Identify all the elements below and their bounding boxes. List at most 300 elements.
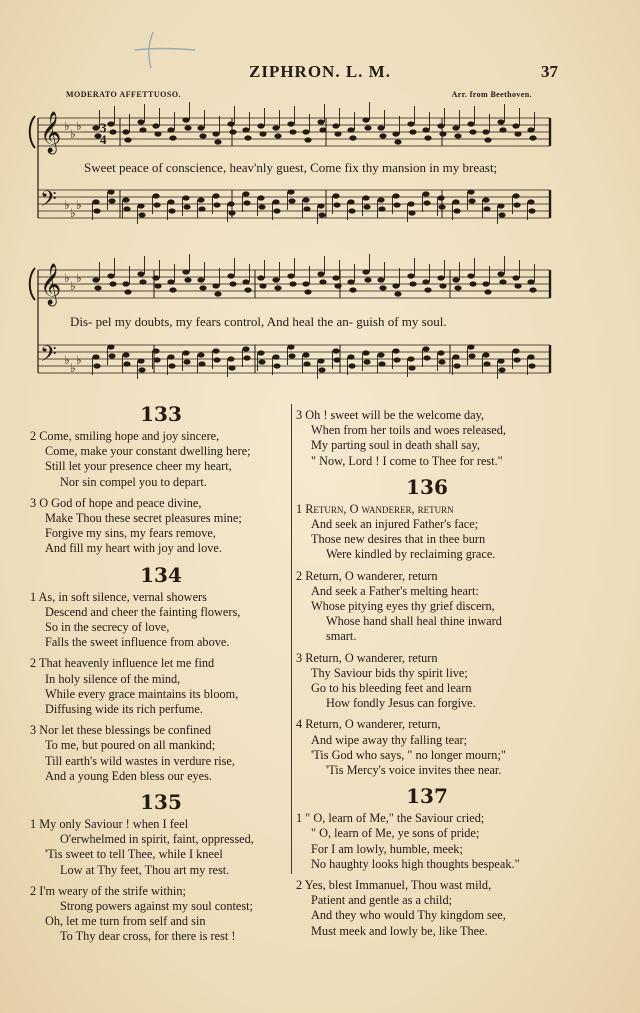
note-head [289,281,296,286]
stanza [296,408,558,469]
stanza [296,878,558,939]
note-head [529,135,536,140]
note-head [137,119,144,124]
page-number: 37 [541,62,558,81]
note-head [184,277,191,282]
verse-line: My parting soul in death shall say, [311,438,480,453]
note-head [394,139,401,144]
note-head [287,273,294,278]
note-head [378,206,385,211]
note-head [363,359,370,364]
verse-line: 1 My only Saviour ! when I feel [30,817,189,832]
verse-line: Oh, let me turn from self and sin [45,914,206,929]
stanza [30,656,292,717]
verse-line: Diffusing wide its rich perfume. [45,702,203,717]
note-head [124,289,131,294]
note-head [272,354,279,359]
note-head [317,358,324,363]
note-head [408,210,415,215]
flat-sign: ♭ [64,119,70,133]
verse-line: And a young Eden bless our eyes. [45,768,212,783]
note-head [303,206,310,211]
note-head [394,291,401,296]
note-head [317,271,324,276]
stanza [296,811,558,872]
note-head [108,353,115,358]
verse-line: 'Tis God who says, " no longer mourn;" [311,747,506,762]
note-head [122,197,129,202]
verse-line: 1 Return, O wanderer, return [296,501,454,516]
verse-line: 3 Return, O wanderer, return [296,650,438,665]
verse-line: 2 Return, O wanderer, return [296,568,438,583]
note-head [512,123,519,128]
stanza [30,429,292,490]
note-head [497,119,504,124]
note-head [513,202,520,207]
note-head [379,133,386,138]
note-head [469,129,476,134]
verse-line: For I am lowly, humble, meek; [311,841,463,856]
note-head [197,277,204,282]
hymn-number: 133 [140,402,182,426]
note-head [228,365,235,370]
note-head [302,197,309,202]
note-head [228,210,235,215]
note-head [302,281,309,286]
note-head [257,275,264,280]
verse-line: And seek a Father's melting heart: [311,583,479,598]
note-head [317,203,324,208]
note-head [512,193,519,198]
note-head [467,344,474,349]
note-head [139,127,146,132]
note-head [182,117,189,122]
note-head [167,127,174,132]
note-head [182,350,189,355]
verse-line: 4 Return, O wanderer, return, [296,717,441,732]
note-head [92,277,99,282]
note-head [212,131,219,136]
note-head [138,212,145,217]
verse-line: Were kindled by reclaiming grace. [326,547,496,562]
note-head [123,206,130,211]
hymn-column-right [296,408,558,945]
hymn-column-left [30,400,292,951]
lyrics-line-1: Sweet peace of conscience, heav'nly guest, Come fix thy mansion in my breast; [84,160,498,175]
verse-line: 2 Yes, blest Immanuel, Thou wast mild, [296,878,492,893]
note-head [347,199,354,204]
note-head [333,357,340,362]
note-head [422,279,429,284]
note-head [333,202,340,207]
brace [30,116,35,148]
note-head [484,289,491,294]
verse-line: smart. [326,629,357,644]
note-head [437,123,444,128]
note-head [437,195,444,200]
note-head [467,121,474,126]
note-head [528,208,535,213]
note-head [468,353,475,358]
note-head [482,197,489,202]
verse-line: Must meek and lowly be, like Thee. [311,923,488,938]
verse-line: Whose pitying eyes thy grief discern, [311,599,495,614]
note-head [287,344,294,349]
note-head [288,198,295,203]
note-head [242,127,249,132]
note-head [257,123,264,128]
note-head [199,133,206,138]
note-head [272,199,279,204]
note-head [424,287,431,292]
note-head [152,275,159,280]
note-head [407,121,414,126]
arranger-credit: Arr. from Beethoven. [451,90,532,99]
note-head [154,283,161,288]
note-head [182,269,189,274]
note-head [139,279,146,284]
note-head [168,208,175,213]
note-head [348,208,355,213]
note-head [393,357,400,362]
flat-sign: ♭ [64,271,70,285]
note-head [334,283,341,288]
flat-sign: ♭ [76,353,82,367]
verse-line: When from her toils and woes released, [311,423,506,438]
note-head [407,273,414,278]
verse-line: No haughty looks high thoughts bespeak." [311,856,520,871]
time-signature: 4 [100,132,107,147]
flat-sign: ♭ [70,206,76,220]
flat-sign: ♭ [76,271,82,285]
note-head [497,358,504,363]
note-head [259,283,266,288]
note-head [422,191,429,196]
verse-line: Forgive my sins, my fears remove, [45,526,216,541]
note-head [274,133,281,138]
note-head [364,277,371,282]
note-head [138,367,145,372]
note-head [362,117,369,122]
verse-line: 3 Nor let these blessings be confined [30,723,211,738]
note-head [393,202,400,207]
note-head [334,131,341,136]
time-signature: 3 [100,120,107,135]
note-head [452,125,459,130]
note-head [153,202,160,207]
note-head [258,204,265,209]
note-head [242,279,249,284]
note-head [467,189,474,194]
stanza [30,723,292,784]
flat-sign: ♭ [76,119,82,133]
note-head [94,285,101,290]
flat-sign: ♭ [64,198,70,212]
note-head [93,208,100,213]
verse-line: Whose hand shall heal thine inward [326,614,502,629]
flat-sign: ♭ [70,279,76,293]
note-head [227,356,234,361]
note-head [332,193,339,198]
note-head [319,279,326,284]
note-head [168,363,175,368]
note-head [482,129,489,134]
note-head [363,204,370,209]
note-head [527,127,534,132]
hymn-number: 134 [140,562,182,587]
note-head [498,212,505,217]
note-head [377,197,384,202]
note-head [332,275,339,280]
verse-line: O'erwhelmed in spirit, faint, oppressed, [60,832,254,847]
note-head [169,287,176,292]
note-head [348,363,355,368]
note-head [423,355,430,360]
note-head [528,363,535,368]
note-head [257,350,264,355]
stanza [30,884,292,945]
stanza [296,502,558,563]
note-head [439,283,446,288]
stanza [30,496,292,557]
note-head [273,363,280,368]
note-head [199,285,206,290]
note-head [318,212,325,217]
flat-sign: ♭ [70,361,76,375]
verse-line: And seek an injured Father's face; [311,517,479,532]
note-head [438,359,445,364]
note-head [409,281,416,286]
tempo-marking: MODERATO AFFETTUOSO. [66,90,182,99]
note-head [318,367,325,372]
note-head [347,127,354,132]
verse-line: 2 Come, smiling hope and joy sincere, [30,429,220,443]
note-head [377,277,384,282]
note-head [198,361,205,366]
flat-sign: ♭ [70,127,76,141]
hymn-137 [296,784,558,939]
note-head [137,358,144,363]
note-head [377,125,384,130]
note-head [304,289,311,294]
note-head [347,354,354,359]
note-head [244,135,251,140]
note-head [287,121,294,126]
note-head [289,129,296,134]
verse-line: 3 O God of hope and peace divine, [30,495,202,510]
note-head [378,361,385,366]
verse-line: 1 " O, learn of Me," the Saviour cried; [296,811,485,826]
note-head [362,269,369,274]
verse-line: Thy Saviour bids thy spirit live; [311,665,468,680]
note-head [124,137,131,142]
verse-line: 1 As, in soft silence, vernal showers [30,589,207,604]
note-head [317,119,324,124]
verse-line: Go to his bleeding feet and learn [311,681,472,696]
note-head [392,131,399,136]
verse-line: 3 Oh ! sweet will be the welcome day, [296,408,485,422]
note-head [453,208,460,213]
note-head [497,203,504,208]
verse-line: While every grace maintains its bloom, [45,686,239,701]
note-head [152,193,159,198]
note-head [107,344,114,349]
note-head [229,129,236,134]
verse-line: And they who would Thy kingdom see, [311,908,506,923]
hymn-135 [30,790,292,945]
note-head [437,350,444,355]
note-head [392,348,399,353]
stanza [30,590,292,651]
verse-line: In holy silence of the mind, [45,671,181,686]
hymn-number: 135 [140,790,182,815]
verse-line: Still let your presence cheer my heart, [45,459,232,474]
note-head [362,350,369,355]
note-head [167,279,174,284]
note-head [453,363,460,368]
verse-line: To me, but poured on all mankind; [45,738,216,753]
note-head [242,191,249,196]
note-head [527,354,534,359]
note-head [213,202,220,207]
note-head [167,199,174,204]
note-head [379,285,386,290]
verse-line: 2 I'm weary of the strife within; [30,883,186,898]
note-head [184,125,191,130]
note-head [109,129,116,134]
note-head [107,273,114,278]
stanza [296,651,558,712]
note-head [214,139,221,144]
note-head [408,365,415,370]
verse-line: " O, learn of Me, ye sons of pride; [311,826,480,841]
note-head [288,353,295,358]
note-head [438,204,445,209]
note-head [152,123,159,128]
note-head [259,131,266,136]
note-head [467,273,474,278]
note-head [529,287,536,292]
hymn-134 [30,563,292,784]
verse-line: 'Tis sweet to tell Thee, while I kneel [45,847,223,862]
note-head [123,361,130,366]
verse-line: And fill my heart with joy and love. [45,541,222,556]
note-head [422,346,429,351]
note-head [182,195,189,200]
note-head [452,199,459,204]
note-head [197,352,204,357]
note-head [93,363,100,368]
verse-line: Till earth's wild wastes in verdure rise, [45,753,235,768]
bass-clef: 𝄢 [40,342,57,372]
note-head [422,127,429,132]
note-head [483,206,490,211]
note-head [452,277,459,282]
note-head [107,189,114,194]
note-head [409,129,416,134]
note-head [362,195,369,200]
note-head [512,275,519,280]
lyrics-line-2: Dis- pel my doubts, my fears control, And heal the an- guish of my soul. [70,314,447,329]
note-head [423,200,430,205]
note-head [154,131,161,136]
hymn-136 [296,475,558,778]
stanza [30,817,292,878]
note-head [482,281,489,286]
note-head [484,137,491,142]
note-head [108,198,115,203]
hymn-133 [30,402,292,557]
note-head [407,356,414,361]
note-head [407,201,414,206]
note-head [527,279,534,284]
note-head [512,348,519,353]
note-head [212,348,219,353]
note-head [197,197,204,202]
stanza [296,717,558,778]
note-head [349,287,356,292]
note-head [212,283,219,288]
note-head [364,125,371,130]
note-head [198,206,205,211]
note-head [167,354,174,359]
note-head [243,200,250,205]
note-head [92,199,99,204]
note-head [424,135,431,140]
note-head [349,135,356,140]
verse-line: Come, make your constant dwelling here; [45,444,251,459]
hymn-number: 137 [406,784,448,809]
bass-clef: 𝄢 [40,187,57,217]
note-head [257,195,264,200]
note-head [347,279,354,284]
note-head [258,359,265,364]
note-head [272,125,279,130]
note-head [274,285,281,290]
verse-line: To Thy dear cross, for there is rest ! [60,929,236,944]
note-head [137,203,144,208]
note-head [244,287,251,292]
verse-line: How fondly Jesus can forgive. [326,696,476,711]
flat-sign: ♭ [64,353,70,367]
music-score [0,0,640,400]
note-head [304,137,311,142]
note-head [272,277,279,282]
verse-line: " Now, Lord ! I come to Thee for rest." [311,453,503,468]
verse-line: Make Thou these secret pleasures mine; [45,511,242,526]
hymn-number: 136 [406,474,448,499]
verse-line: Falls the sweet influence from above. [45,635,230,650]
note-head [243,355,250,360]
note-head [169,135,176,140]
treble-clef: 𝄞 [40,112,62,153]
note-head [242,346,249,351]
note-head [332,348,339,353]
note-head [273,208,280,213]
verse-line: Strong powers against my soul contest; [60,899,253,914]
note-head [439,131,446,136]
verse-line: 'Tis Mercy's voice invites thee near. [326,763,502,778]
flat-sign: ♭ [76,198,82,212]
note-head [287,189,294,194]
note-head [183,204,190,209]
hymn-135-continued [296,408,558,469]
note-head [454,285,461,290]
note-head [392,283,399,288]
note-head [92,354,99,359]
treble-clef: 𝄞 [40,264,62,305]
verse-line: Nor sin compel you to depart. [60,474,207,489]
